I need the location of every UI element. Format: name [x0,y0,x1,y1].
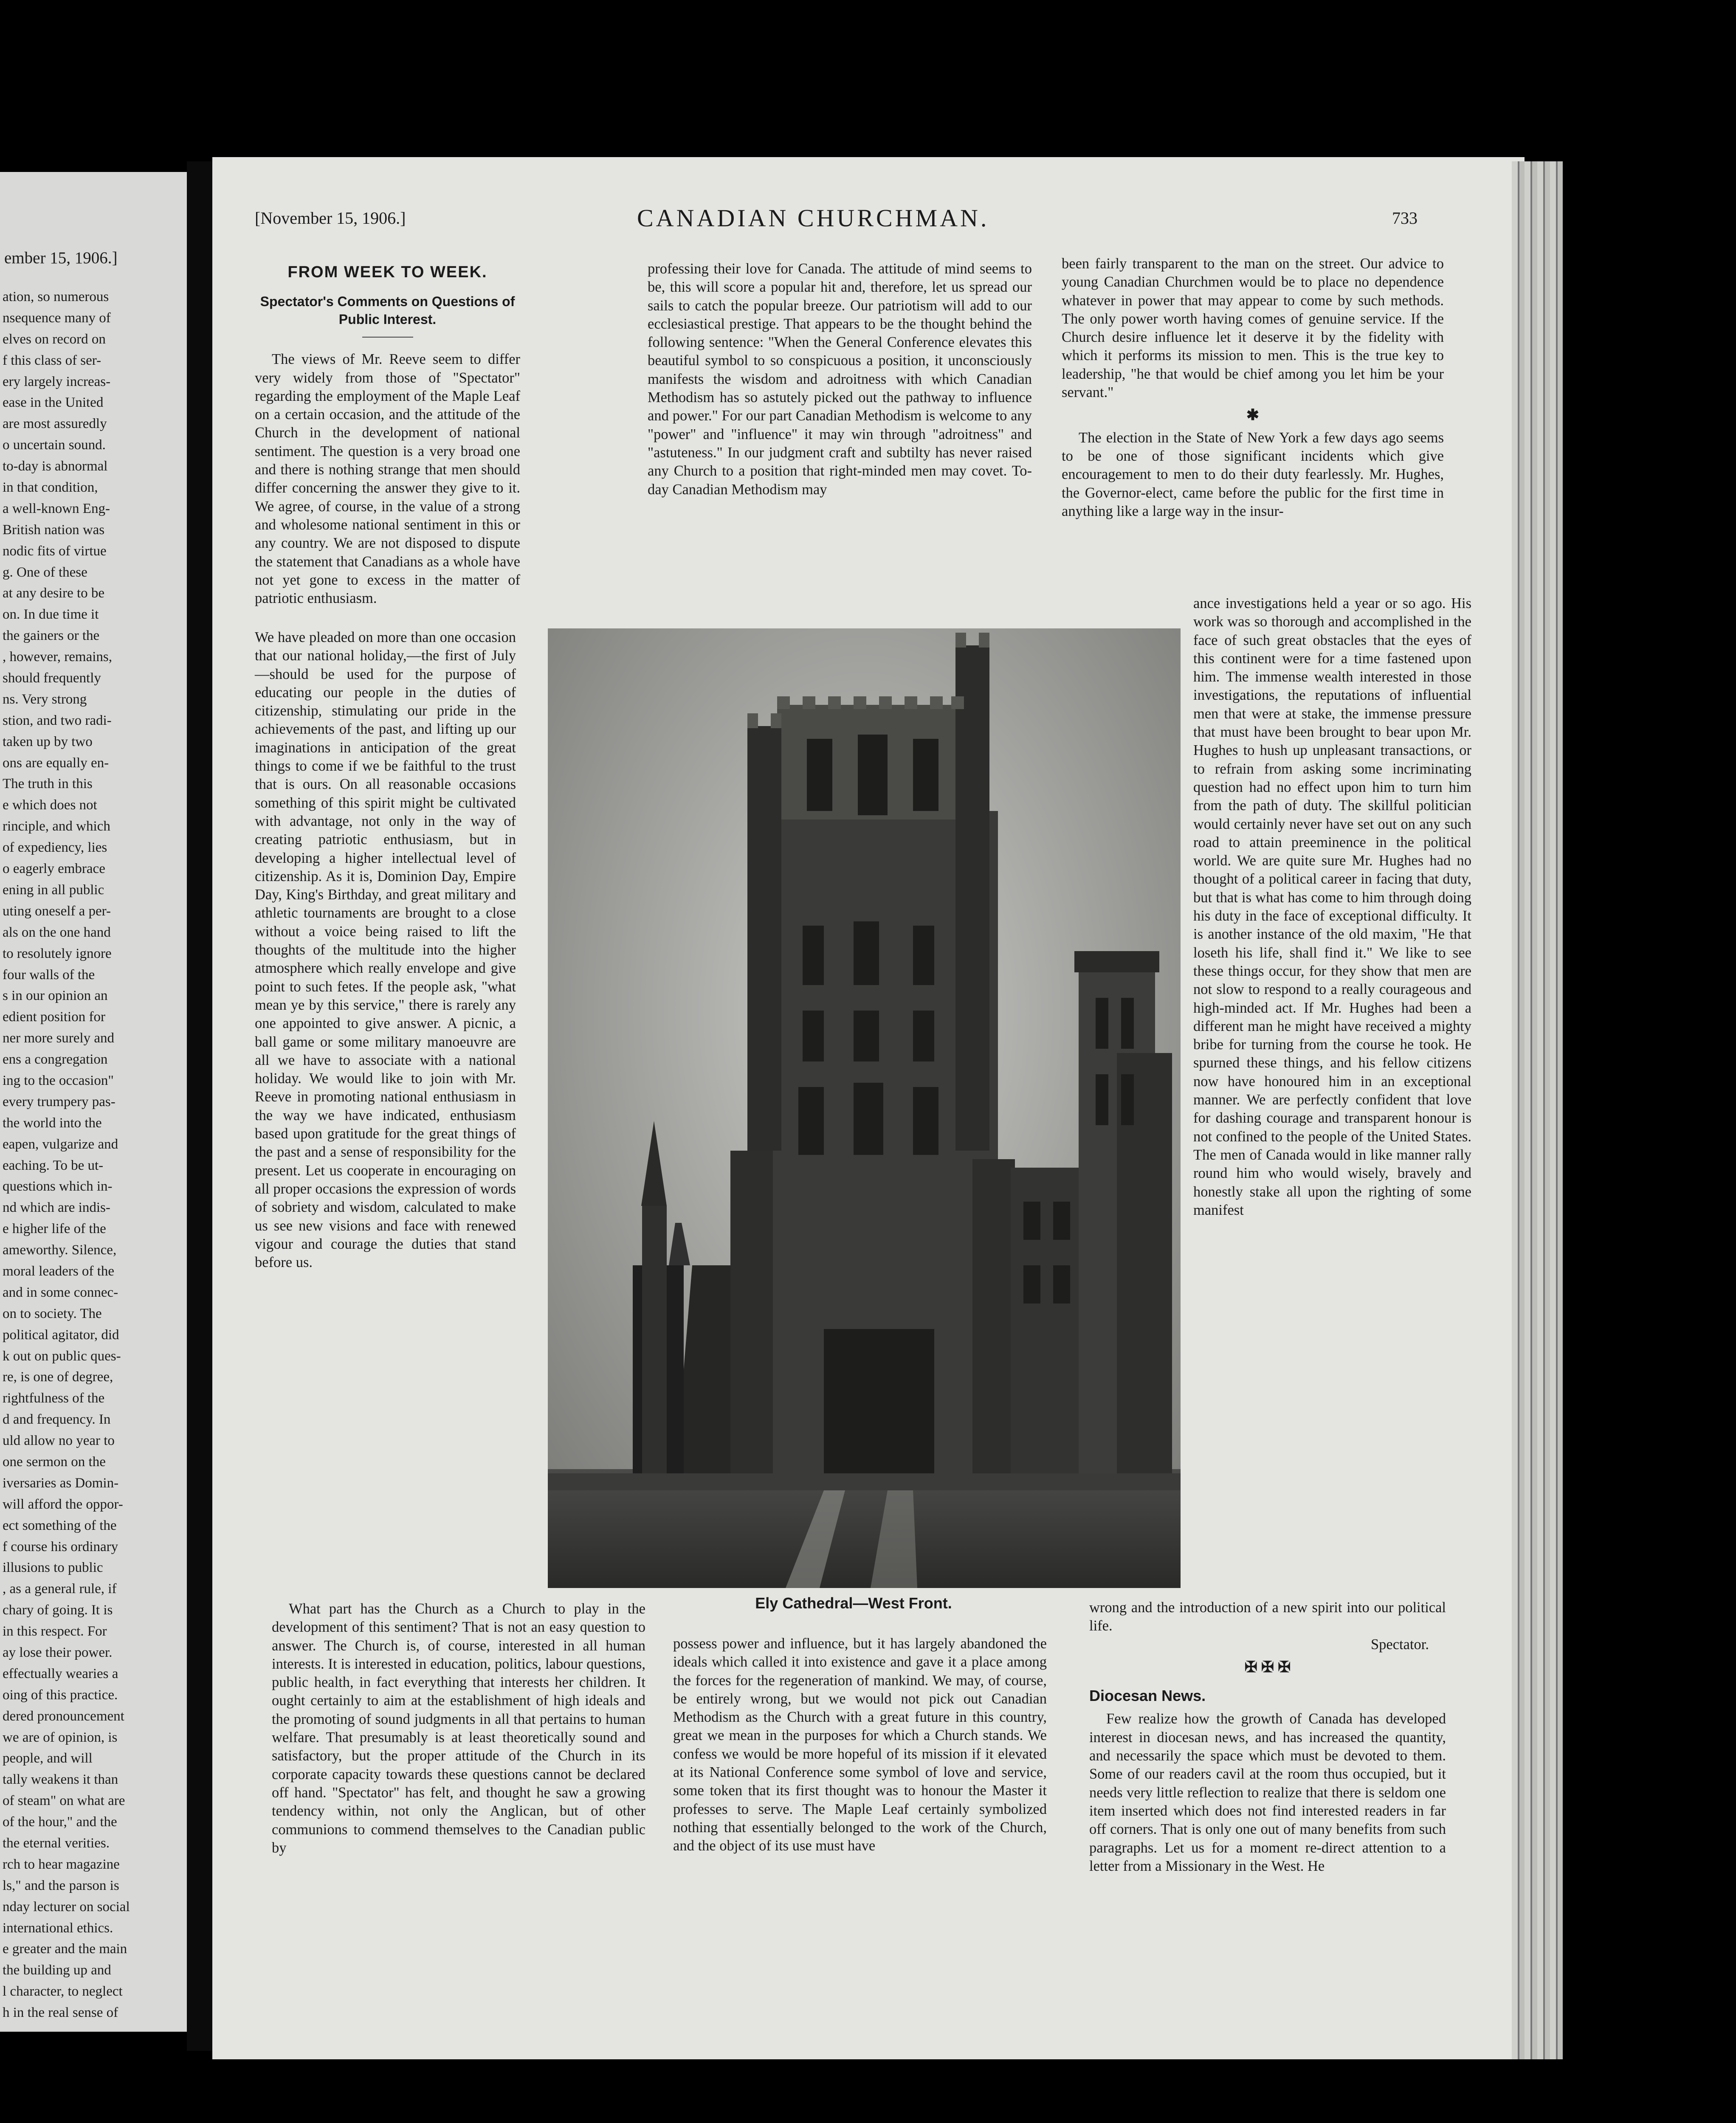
column-3 [1062,255,1444,521]
left-page-line: illusions to public [3,1560,103,1576]
left-page-line: uld allow no year to [3,1433,115,1449]
left-page-line: moral leaders of the [3,1263,114,1279]
left-page-line: a well-known Eng- [3,501,110,516]
paragraph: wrong and the introduction of a new spirit into our political life. [1089,1599,1446,1634]
section-separator: ✠ ✠ ✠ [1244,1658,1291,1675]
left-page-line: d and frequency. In [3,1412,111,1428]
left-page-line: o uncertain sound. [3,437,106,453]
left-page-line: we are of opinion, is [3,1729,118,1745]
left-page-line: rinciple, and which [3,819,110,834]
left-page-line: , as a general rule, if [3,1581,117,1597]
left-page-line: ls," and the parson is [3,1878,119,1893]
left-page-line: rightfulness of the [3,1391,105,1406]
left-page-line: of expediency, lies [3,840,107,856]
left-page-line: will afford the oppor- [3,1496,123,1512]
column-3-beside-figure [1193,594,1471,1219]
column-2 [648,260,1032,499]
left-page-line: elves on record on [3,331,106,347]
left-page-line: e higher life of the [3,1221,106,1237]
left-page-line: o eagerly embrace [3,861,105,877]
paragraph: The views of Mr. Reeve seem to differ very widely from those of "Spectator" regarding the employment of the Maple Leaf on a certain occasion, and the attitude of the Church in the development of national sentiment. The question is a very broad one and there is nothing strange that men should differ concerning the answer they give to it. We agree, of course, in the value of a strong and wholesome national sentiment in this or any country. We are not disposed to dispute the statement that Canadians as a whole have not yet gone to excess in the matter of patriotic enthusiasm. [255,351,520,607]
left-page-line: ameworthy. Silence, [3,1242,117,1258]
left-page-line: The truth in this [3,776,93,792]
left-page-line: iversaries as Domin- [3,1475,119,1491]
left-page-line: at any desire to be [3,586,105,601]
left-page-line: l character, to neglect [3,1984,123,1999]
left-page-line: ns. Very strong [3,691,87,707]
left-page-line: in that condition, [3,480,98,496]
paragraph: been fairly transparent to the man on the street. Our advice to young Canadian Churchmen would be to place no dependence whatever in power that may appear to come by such methods. The only power worth having comes of genuine service. If the Church desire influence let it deserve it by the fidelity with which it performs its mission to men. This is the true key to leadership, "he that would be chief among you let him be your servant." [1062,256,1444,401]
left-page-line: the eternal verities. [3,1836,110,1851]
left-page-line: the world into the [3,1115,102,1131]
column-1-beside-figure [255,628,516,1272]
left-page-line: and in some connec- [3,1284,118,1300]
column-1 [255,263,520,608]
left-page-line: questions which in- [3,1179,113,1194]
left-page-line: people, and will [3,1751,93,1766]
left-page-line: on. In due time it [3,607,99,622]
left-page-line: uting oneself a per- [3,903,111,919]
left-page-line: ation, so numerous [3,289,109,304]
paragraph: possess power and influence, but it has largely abandoned the ideals which called it into existence and gave it a place among the forces for the regeneration of mankind. We may, of course, be entirely wrong, but we would not pick out Canadian Methodism as the Church with a great future in this country, great we mean in the purposes for which a Church stands. We confess we would be more hopeful of its mission if it elevated at its National Conference some symbol of love and service, some token that its first thought was to honour the Master it professes to serve. The Maple Leaf certainly symbolized nothing that essentially belonged to the work of the Church, and the object of its use must have [673,1636,1047,1854]
left-page-line: ery largely increas- [3,374,111,389]
left-page-line: international ethics. [3,1920,113,1936]
left-page-line: s in our opinion an [3,988,108,1004]
left-page-fragment [0,172,191,2032]
column-1-lower [272,1600,645,1857]
left-page-line: re, is one of degree, [3,1369,113,1385]
left-page-line: political agitator, did [3,1327,119,1343]
left-page-line: e greater and the main [3,1941,127,1957]
left-page-line: tally weakens it than [3,1772,118,1788]
left-page-line: ect something of the [3,1518,117,1533]
paragraph: ance investigations held a year or so ago. His work was so thorough and accomplished in the face of such great obstacles that the eyes of this continent were for a time fastened upon him. The immense wealth interested in those investigations, the reputations of influential men that were at stake, the immense pressure that must have been brought to bear upon Mr. Hughes to hush up unpleasant transactions, or to refrain from asking some incriminating question had no effect upon him to turn him from the path of duty. The skillful politician would certainly never have set out on any such road to attain preeminence in the political world. We are quite sure Mr. Hughes had no thought of a political career in facing that duty, but that is what has come to him through doing his duty in the face of exceptional difficulty. It is another instance of the old maxim, "He that loseth his life, shall find it." We like to see these things occur, for they show that men are not slow to respond to a really courageous and high-minded act. If Mr. Hughes had been a different man he might have received a mighty bribe for turning from the course he took. He spurned these things, and his fellow citizens now have honoured him in an exceptional manner. We are perfectly confident that love for dashing courage and transparent honour is not confined to the people of the United States. The men of Canada would in like manner rally round him who would wisely, bravely and honestly stake all upon the righting of some manifest [1193,595,1471,1218]
paragraph: The election in the State of New York a few days ago seems to be one of those significant incidents which give encouragement to men to do their duty fearlessly. Mr. Hughes, the Governor-elect, came before the public for the first time in anything like a large way in the insur- [1062,429,1444,519]
book-gutter [187,161,212,2051]
left-page-line: e which does not [3,797,97,813]
page-number: 733 [1392,208,1418,228]
left-page-line: f this class of ser- [3,352,101,368]
paragraph: We have pleaded on more than one occasion that our national holiday,—the first of July—should be used for the purpose of educating our people in the duties of citizenship, stimulating our pride in the achievements of the past, and lifting up our imaginations in anticipation of the great things to come if we be faithful to the trust that is ours. On all reasonable occasions something of this spirit might be cultivated with advantage, not only in the way of creating patriotic enthusiasm, but in developing a higher intellectual level of citizenship. As it is, Dominion Day, Empire Day, King's Birthday, and great military and athletic tournaments are brought to a close without a voice being raised to lift the thoughts of the multitude into the higher atmosphere which really envelope and give point to such fetes. If the people ask, "what mean ye by this service," there is rarely any one appointed to give answer. A picnic, a ball game or some military manoeuvre are all we have to associate with a national holiday. We would like to join with Mr. Reeve in promoting national enthusiasm in the way we have indicated, enthusiasm based upon gratitude for the great things of the past and a sense of responsibility for the present. Let us cooperate in encouraging on all proper occasions the expression of words of sobriety and wisdom, calculated to make us see new visions and face with renewed vigour and courage the duties that stand before us. [255,629,516,1271]
left-page-line: ease in the United [3,395,104,411]
paragraph: What part has the Church as a Church to play in the development of this sentiment? That is not an easy question to answer. The Church is, of course, interested in all human interests. It is interested in education, politics, labour questions, public health, in fact everything that interests her children. It ought certainly to aim at the establishment of high ideals and the promoting of sound judgments in all that pertains to human welfare. That presumably is at least theoretically sound and satisfactory, but the proper attitude of the Church in its corporate capacity towards these questions cannot be declared off hand. "Spectator" has felt, and thought he saw a growing tendency within, not only the Anglican, but of other communions to commend themselves to the Canadian public by [272,1601,645,1856]
article-subheading: Spectator's Comments on Questions of Public Interest. [260,294,515,327]
left-page-line: to resolutely ignore [3,946,112,961]
left-page-line: should frequently [3,670,101,686]
left-page-line: g. One of these [3,564,87,580]
left-page-line: nday lecturer on social [3,1899,130,1915]
column-2-lower [673,1635,1047,1856]
left-page-line: one sermon on the [3,1454,106,1470]
left-page-line: nodic fits of virtue [3,543,107,559]
left-page-date: ember 15, 1906.] [4,249,118,267]
left-page-line: h in the real sense of [3,2005,118,2021]
left-page-line: k out on public ques- [3,1348,121,1364]
figure [531,628,1181,1588]
left-page-line: eaching. To be ut- [3,1157,104,1173]
left-page-line: the gainers or the [3,628,100,644]
left-page-line: on to society. The [3,1306,102,1321]
section-heading: Diocesan News. [1089,1687,1206,1705]
left-page-line: the building up and [3,1963,111,1978]
left-page-line: are most assuredly [3,416,107,432]
left-page-line: ner more surely and [3,1031,114,1046]
running-head-date: [November 15, 1906.] [255,208,406,228]
left-page-line: ay lose their power. [3,1645,113,1660]
left-page-line: f course his ordinary [3,1539,118,1554]
left-page-line: ing to the occasion" [3,1073,114,1088]
left-page-line: ens a congregation [3,1052,108,1067]
left-page-line: every trumpery pas- [3,1094,116,1109]
section-star: ✱ [1246,406,1260,424]
left-page-line: British nation was [3,522,105,538]
left-page-line: als on the one hand [3,924,111,940]
left-page-line: edient position for [3,1009,105,1025]
cathedral-photograph [548,628,1181,1588]
left-page-line: rch to hear magazine [3,1856,120,1872]
left-page-line: four walls of the [3,967,95,983]
left-page-line: taken up by two [3,734,93,749]
paragraph: Few realize how the growth of Canada has developed interest in diocesan news, and has increased the quantity, and necessarily the space which must be devoted to them. Some of our readers cavil at the room thus occupied, but it needs very little reflection to realize that there is seldom one item inserted which does not find interested readers in far off corners. That is only one out of many benefits from such paragraphs. Let us for a moment re-direct attention to a letter from a Missionary in the West. He [1089,1711,1446,1874]
column-3-lower [1089,1599,1446,1875]
left-page-line: of steam" on what are [3,1793,125,1809]
left-page-line: nd which are indis- [3,1200,110,1216]
left-page-line: in this respect. For [3,1624,107,1639]
paragraph: professing their love for Canada. The attitude of mind seems to be, this will score a popular hit and, therefore, let us spread our sails to catch the popular breeze. Our patriotism will add to our ecclesiastical prestige. That appears to be the thought behind the following sentence: "When the General Conference elevates this beautiful symbol to so conspicuous a position, it unconsciously manifests the wisdom and adroitness with which Canadian Methodism has so astutely picked out the pathway to influence and power." For our part Canadian Methodism is welcome to any "power" and "influence" it may win through "adroitness" and "astuteness." In our judgment craft and subtilty has never raised any Church to a position that right-minded men may covet. To-day Canadian Methodism may [648,261,1032,498]
page-edges [1512,161,1563,2059]
heading-rule [362,337,413,338]
article-heading: FROM WEEK TO WEEK. [287,263,488,281]
left-page-text [3,287,189,2024]
left-page-line: nsequence many of [3,310,111,326]
left-page-line: stion, and two radi- [3,712,112,728]
left-page-line: of the hour," and the [3,1814,117,1830]
left-page-line: ening in all public [3,882,104,898]
left-page-line: ons are equally en- [3,755,109,771]
left-page-line: dered pronouncement [3,1708,124,1724]
left-page-line: eapen, vulgarize and [3,1136,118,1152]
left-page-line: chary of going. It is [3,1602,113,1618]
figure-caption: Ely Cathedral—West Front. [755,1594,952,1612]
left-page-line: oing of this practice. [3,1687,118,1703]
left-page-line: effectually wearies a [3,1666,118,1681]
signature: Spectator. [1370,1636,1429,1653]
running-head-title: CANADIAN CHURCHMAN. [637,204,989,232]
left-page-line: to-day is abnormal [3,459,108,474]
left-page-line: , however, remains, [3,649,113,665]
